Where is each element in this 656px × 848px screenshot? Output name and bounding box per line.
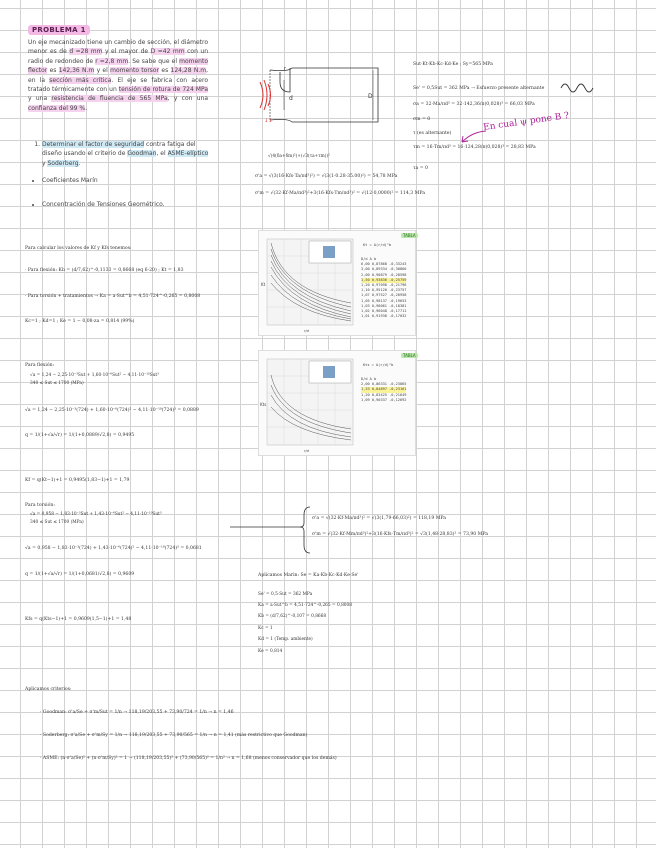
pink-question: En cual ψ pone B ? — [482, 111, 570, 133]
bullet-stress-concentration: • Concentración de Tensiones Geométrico. — [42, 200, 213, 209]
marin-2: Ka = a·Sut^b = 4,51·724^-0,265 = 0,8008 — [258, 603, 353, 608]
table-row: 3,00 0,89334 -0,30860 — [361, 267, 407, 272]
sigma-a-prime: σ'a = √(3(16·Kfs·Ta/πd³)²) = √(3(1·0.28·35.00)²) = 54,78 MPa — [255, 174, 398, 179]
chart-kts-xlabel: r/d — [304, 449, 309, 453]
note-m2: · Para flexión: Kb = (d/7,62)^-0,1133 = 0,8668 (eq 6-20) ; Kt = 1,83 — [25, 268, 184, 273]
task-highlight: Goodman — [127, 150, 157, 158]
label-D: D — [368, 93, 373, 100]
table-row: 1,20 0,83425 -0,21649 — [361, 392, 407, 397]
table-row: 2,00 0,86331 -0,23865 — [361, 382, 407, 387]
highlighted-term: resistencia de fluencia de 565 MPa — [51, 95, 168, 103]
problem-title: PROBLEMA 1 — [28, 25, 90, 35]
sigma-m-prime: σ'm = √(32·Kf·Ma/πd³)²+3(16·Kfs·Tm/πd³)² = √(12·0,0000)² = 114,3 MPa — [255, 191, 425, 196]
note-m9: q = 1/(1+√a/√r) = 1/(1+0,0889/√2,8) = 0,9495 — [25, 433, 135, 438]
marin-5: Kd = 1 (Temp. ambiente) — [258, 637, 313, 642]
statement-text: y el — [94, 67, 111, 75]
chart-kts-formula: Kts = A(r/d)^b — [363, 363, 394, 367]
label-d: d — [289, 95, 293, 102]
table-row: 6,00 0,87868 -0,33243 — [361, 262, 407, 267]
table-row: 1,10 0,95120 -0,23757 — [361, 288, 407, 293]
note-m6: √a = 1,24 − 2,25·10⁻³Sut + 1,60·10⁻⁶Sut² − 4,11·10⁻¹⁰Sut³ — [30, 373, 159, 378]
shaft-figure — [240, 60, 400, 135]
highlighted-term: D =42 mm — [150, 48, 185, 56]
chart-kts-badge: TABLA — [403, 353, 416, 358]
statement-text: . El eje se fabrica con acero tratado térmicamente con un — [28, 76, 208, 94]
task-list — [28, 140, 213, 223]
table-header: D/d A b — [361, 377, 377, 381]
marin-6: Ke = 0,814 — [258, 649, 283, 654]
chart-kt-badge: TABLA — [403, 233, 416, 238]
table-row: 1,07 0,97527 -0,20958 — [361, 293, 407, 298]
note-m13: 340 ≤ Sut ≤ 1700 (MPa) — [30, 520, 84, 525]
note-m8: √a = 1,24 − 2,25·10⁻³(724) + 1,60·10⁻⁶(724)² − 4,11·10⁻¹⁰(724)³ = 0,0889 — [25, 408, 199, 413]
task-item — [42, 140, 213, 168]
statement-text: . — [85, 104, 88, 112]
note-r3: σa = 32·Ma/πd³ = 32·142,36/π(0,028)³ = 66,03 MPa — [413, 102, 535, 107]
statement-text: . Se sabe que el — [128, 57, 180, 65]
statement-text: con un radio de redondeo de — [28, 48, 208, 65]
table-row: 2,00 0,90879 -0,28598 — [361, 272, 407, 277]
task-highlight: Determinar el factor de seguridad — [42, 141, 145, 148]
marin-1: Se' = 0,5·Sut = 362 MPa — [258, 592, 313, 597]
highlighted-term: momento torsor — [110, 67, 160, 75]
chart-kt-formula: Kt = A(r/d)^b — [363, 243, 392, 247]
arrow-to-results — [228, 505, 318, 555]
table-row: 1,09 0,90337 -0,12692 — [361, 397, 407, 402]
task-text: . — [78, 159, 81, 167]
note-m5: Para flexión: — [25, 363, 55, 368]
chart-kts — [258, 350, 416, 456]
table-row: 1,50 0,93836 -0,25759 — [361, 277, 407, 282]
task-text: , el — [156, 150, 168, 158]
task-text: y — [42, 159, 48, 167]
marin-4: Kc = 1 — [258, 626, 273, 631]
note-m14: √a = 0,958 − 1,83·10⁻³(724) + 1,43·10⁻⁶(724)² − 4,11·10⁻¹⁰(724)³ = 0,0681 — [25, 546, 202, 551]
note-r2: Se' = 0,5Sut = 362 MPa → Esfuerzo presente alternante — [413, 86, 545, 91]
criteria-title: Aplicamos criterios: — [25, 687, 72, 692]
criteria-soderberg: · Soderberg: σ'a/Se + σ'm/Sy = 1/n → 118,19/203,55 + 73,90/565 = 1/n → n = 1,41 (más restrictivo que Goodman) — [40, 733, 308, 738]
highlighted-term: confianza del 99 % — [28, 104, 86, 112]
statement-text: Un eje mecanizado tiene un cambio de sección, el diámetro menor es de — [28, 39, 208, 56]
statement-text: es — [47, 67, 59, 75]
criteria-goodman: · Goodman: σ'a/Se + σ'm/Sut = 1/n → 118,19/203,55 + 73,90/724 = 1/n → n = 1,46 — [40, 710, 234, 715]
highlighted-term: d =28 mm — [69, 48, 103, 56]
note-m10: Kf = q(Kt−1)+1 = 0,9495(1,83−1)+1 = 1,79 — [25, 478, 130, 483]
chart-kt-ylabel: Kt — [261, 282, 266, 287]
highlighted-term: 142,36 N.m — [58, 67, 95, 75]
svg-text:↓↓: ↓↓ — [264, 118, 273, 124]
highlighted-term: tensión de rotura de 724 MPa — [118, 86, 208, 94]
task-highlight: ASME-elíptico — [167, 150, 209, 158]
bullet-marin: • Coeficientes Marín — [42, 176, 213, 185]
chart-kt — [258, 230, 416, 336]
note-r1: Sut·Kt·Kb·Kc·Kd·Ke ; Sy=565 MPa — [413, 62, 493, 67]
task-text: contra fatiga del diseño usando el criterio de — [42, 141, 196, 158]
highlighted-term: r =2,8 mm — [95, 57, 129, 65]
marin-title: Aplicamos Marin: Se = Ka·Kb·Kc·Kd·Ke·Se' — [258, 573, 359, 578]
wave-icon — [560, 80, 598, 96]
note-m16: Kfs = q(Kts−1)+1 = 0,9609(1,5−1)+1 = 1,48 — [25, 617, 132, 622]
highlighted-term: sección más crítica — [49, 76, 112, 84]
statement-text: es — [159, 67, 171, 75]
statement-text: , y con una — [167, 95, 209, 103]
table-row: 1,02 0,96048 -0,17711 — [361, 309, 407, 314]
label-r: r — [284, 66, 287, 72]
chart-kts-ylabel: Kts — [260, 402, 267, 407]
note-m7: 340 ≤ Sut ≤ 1700 (MPa) — [30, 381, 84, 386]
criteria-asme: · ASME: (n·σ'a/Se)² + (n·σ'm/Sy)² = 1 → (118,19/203,55)² + (73,90/565)² = 1/n² → n = 1,68 (menos conservador que los demás) — [40, 756, 337, 761]
highlighted-term: 124,28 N.m — [170, 67, 207, 75]
table-row: 1,03 0,98061 -0,18381 — [361, 303, 407, 308]
sigma-m-final: σ'm = √(32·Kf·Mm/πd³)²+3(16·Kfs·Tm/πd³)² = √3(1,48·28,83)² = 73,90 MPa — [312, 532, 488, 537]
note-r5: τ (es alternante) — [413, 131, 452, 136]
note-m15: q = 1/(1+√a/√r) = 1/(1+0,0681/√2,8) = 0,9609 — [25, 572, 135, 577]
table-header: D/d A b — [361, 257, 377, 261]
problem-statement — [28, 38, 208, 113]
chart-kt-xlabel: r/d — [304, 329, 309, 333]
note-m3: · Para torsión + tratamientos → Ka = a·Sut^b = 4,51·724^-0,265 = 0,8008 — [25, 294, 201, 299]
note-m11: Para torsión: — [25, 503, 55, 508]
statement-text: y una — [28, 95, 52, 103]
table-row: 1,33 0,84897 -0,23161 — [361, 387, 407, 392]
table-row: 1,01 0,91938 -0,17032 — [361, 314, 407, 319]
statement-text: , en la — [28, 67, 208, 84]
marin-3: Kb = (d/7,62)^-0,107 = 0,8668 — [258, 614, 327, 619]
task-highlight: Soderberg — [47, 159, 79, 167]
table-row: 1,20 0,97098 -0,21796 — [361, 283, 407, 288]
statement-text: y el mayor de — [102, 48, 151, 56]
note-under-figure: √(4(δa+δm)²)+(√3(τa+τm))² — [268, 154, 330, 159]
note-r6: τm = 16·Tm/πd³ = 16·124,28/π(0,028)³ = 28,83 MPa — [413, 145, 536, 150]
note-m1: Para calcular los valores de Kf y Kfs tenemos: — [25, 246, 132, 251]
chart-kt-table — [361, 257, 406, 319]
note-r7: τa = 0 — [413, 166, 428, 171]
note-m4: Kc=1 ; Kd=1 ; Ke = 1 − 0,08·za = 0,814 (99%) — [25, 319, 135, 324]
chart-kts-table — [361, 377, 406, 403]
highlighted-term: momento flector — [28, 57, 208, 75]
note-m12: √a = 0,958 − 1,83·10⁻³Sut + 1,43·10⁻⁶Sut² − 4,11·10⁻¹⁰Sut³ — [30, 512, 162, 517]
table-row: 1,05 0,98137 -0,19653 — [361, 298, 407, 303]
arrow-icon — [458, 128, 488, 146]
sigma-a-final: σ'a = √(32·Kf·Ma/πd³)² = √(3(1,79·66,03)²) = 118,19 MPa — [312, 516, 447, 521]
note-r4: σm = 0 — [413, 117, 431, 122]
